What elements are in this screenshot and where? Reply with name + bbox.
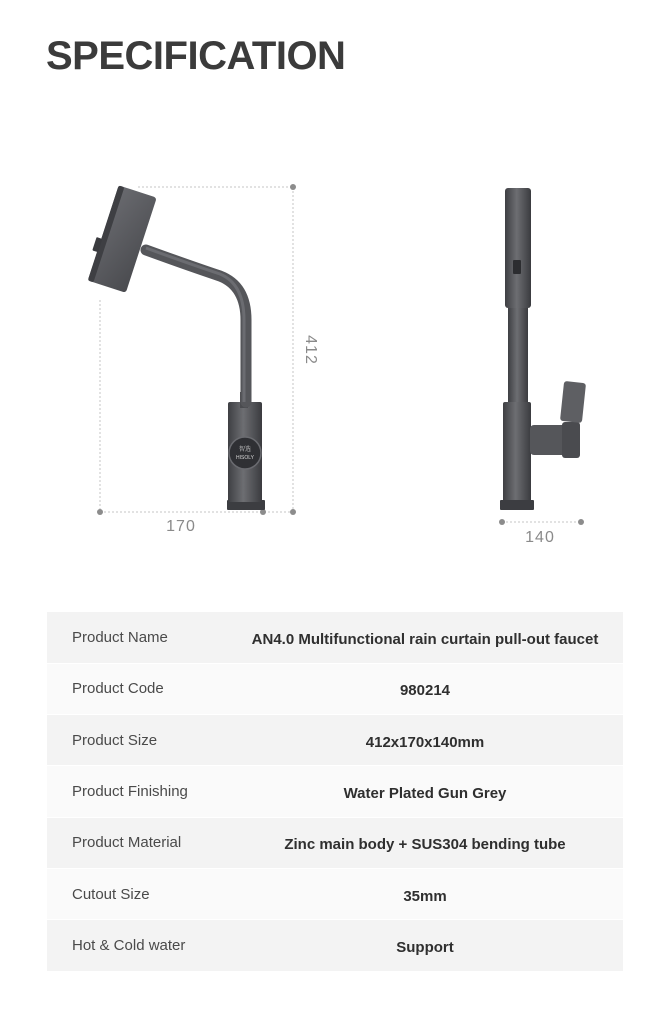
spec-value: Support (227, 920, 623, 971)
spec-value: AN4.0 Multifunctional rain curtain pull-out faucet (227, 612, 623, 663)
spec-value: 412x170x140mm (227, 715, 623, 766)
spec-row (47, 868, 623, 919)
spec-label: Product Size (47, 715, 227, 766)
spec-label: Cutout Size (47, 868, 227, 919)
faucet-side-view (500, 188, 586, 510)
spec-row (47, 715, 623, 766)
faucet-dimension-drawing (0, 170, 670, 560)
spec-row (47, 766, 623, 817)
spec-value: Zinc main body + SUS304 bending tube (227, 817, 623, 868)
faucet-badge-brand: HISOLY (236, 455, 254, 461)
spec-label: Product Code (47, 663, 227, 714)
spec-row (47, 920, 623, 971)
faucet-front-view (83, 184, 265, 510)
specification-table (47, 612, 623, 972)
faucet-badge-top: 智选 (238, 446, 252, 453)
spec-label: Product Name (47, 612, 227, 663)
height-dimension-label: 412 (302, 335, 319, 365)
depth-dimension-label: 140 (525, 529, 555, 546)
side-dimension-line (499, 519, 584, 525)
spec-row (47, 663, 623, 714)
spec-row (47, 817, 623, 868)
spec-label: Hot & Cold water (47, 920, 227, 971)
spec-value: 35mm (227, 868, 623, 919)
spec-label: Product Finishing (47, 766, 227, 817)
spec-value: Water Plated Gun Grey (227, 766, 623, 817)
spec-row (47, 612, 623, 663)
width-dimension-label: 170 (166, 518, 196, 535)
spec-value: 980214 (227, 663, 623, 714)
page-title: SPECIFICATION (46, 34, 346, 78)
spec-label: Product Material (47, 817, 227, 868)
